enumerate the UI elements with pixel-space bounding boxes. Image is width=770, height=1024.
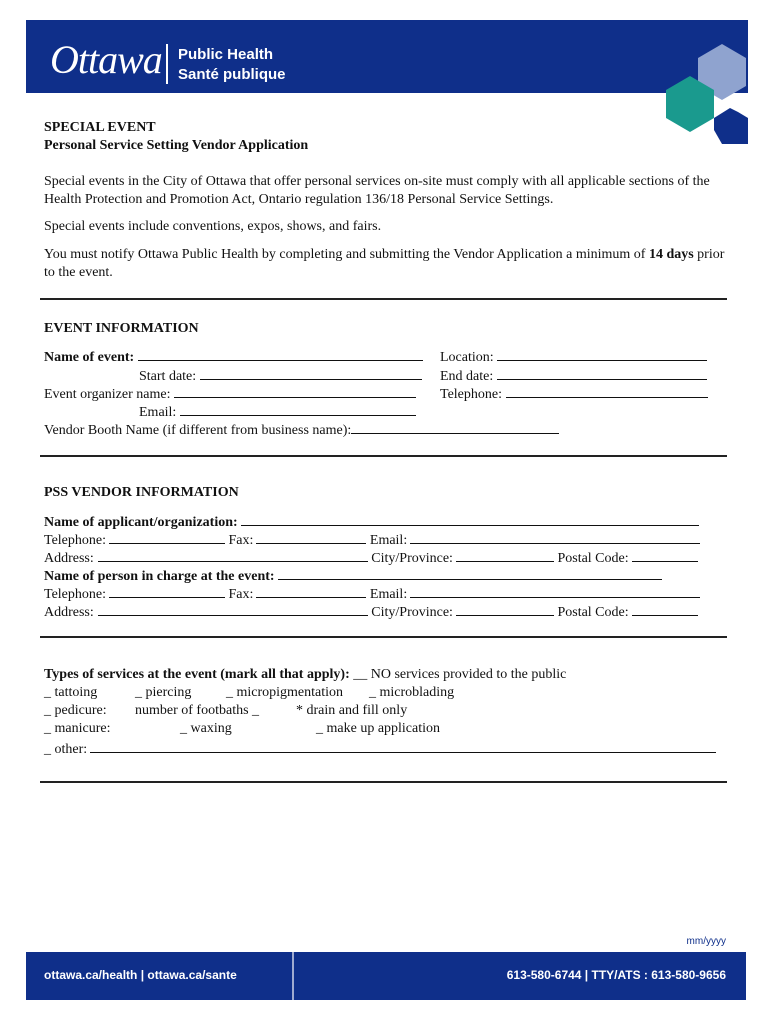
name-of-event-field[interactable] [138,346,423,361]
services-heading-row: Types of services at the event (mark all that apply): __ NO services provided to the public [44,667,567,682]
service-other-row [44,738,716,759]
name-of-event-row: Name of event: [44,346,423,367]
start-date-field[interactable] [200,365,422,380]
vendor-address-field[interactable] [98,547,368,562]
title-line1: SPECIAL EVENT [44,120,156,135]
applicant-field[interactable] [241,511,699,526]
drain-fill-note: * drain and fill only [296,703,408,718]
event-telephone-field[interactable] [506,383,708,398]
title-line2: Personal Service Setting Vendor Application [44,138,309,153]
intro-paragraph-1: Special events in the City of Ottawa that offer personal services on-site must comply with all applicable sections of the Health Protection and Promotion Act, Ontario regulation 136/18 Personal Service Settings. [44,174,710,207]
start-date-row: Start date: [139,365,422,386]
person-email-field[interactable] [410,583,700,598]
logo-divider [166,44,168,84]
footer-phone: 613-580-6744 | TTY/ATS : 613-580-9656 [506,968,726,982]
person-city-field[interactable] [456,601,554,616]
applicant-row: Name of applicant/organization: [44,511,699,532]
person-in-charge-row: Name of person in charge at the event: [44,565,662,586]
service-piercing[interactable]: _ piercing [135,685,192,700]
vendor-address-row: Address: City/Province: Postal Code: [44,547,698,568]
vendor-phone-row: Telephone: Fax: Email: [44,529,700,550]
person-address-field[interactable] [98,601,368,616]
vendor-info-heading: PSS VENDOR INFORMATION [44,485,239,500]
vendor-booth-field[interactable] [351,419,559,434]
footbaths-count[interactable]: number of footbaths _ [135,703,260,718]
location-row: Location: [440,346,707,367]
intro-paragraph-3: You must notify Ottawa Public Health by completing and submitting the Vendor Application a minimum of 14 days prior to the event. [44,247,725,280]
person-telephone-field[interactable] [109,583,225,598]
deadline-days: 14 days [648,247,694,262]
event-telephone-row: Telephone: [440,383,708,404]
section-divider [40,298,727,300]
vendor-fax-field[interactable] [256,529,366,544]
vendor-email-field[interactable] [410,529,700,544]
service-micropigmentation[interactable]: _ micropigmentation [226,685,344,700]
no-services-option[interactable]: __ NO services provided to the public [353,667,567,682]
service-pedicure[interactable]: _ pedicure: [44,703,107,718]
hexagon-decoration-icon [660,20,750,145]
service-waxing[interactable]: _ waxing [180,721,232,736]
service-other[interactable]: _ other: [44,742,88,757]
revision-date: mm/yyyy [686,936,726,947]
vendor-telephone-field[interactable] [109,529,225,544]
person-address-row: Address: City/Province: Postal Code: [44,601,698,622]
end-date-row: End date: [440,365,707,386]
end-date-field[interactable] [497,365,707,380]
vendor-city-field[interactable] [456,547,554,562]
person-phone-row: Telephone: Fax: Email: [44,583,700,604]
service-manicure[interactable]: _ manicure: [44,721,111,736]
footer-divider [292,952,294,1000]
event-info-heading: EVENT INFORMATION [44,321,199,336]
footer-websites: ottawa.ca/health | ottawa.ca/sante [44,968,237,982]
vendor-postal-field[interactable] [632,547,698,562]
other-services-field[interactable] [90,738,716,753]
event-email-row: Email: [139,401,416,422]
service-microblading[interactable]: _ microblading [369,685,455,700]
ottawa-logo: Ottawa [50,37,162,82]
person-in-charge-field[interactable] [278,565,662,580]
brand-english: Public Health [178,46,274,63]
location-field[interactable] [497,346,707,361]
organizer-name-field[interactable] [174,383,416,398]
intro-paragraph-2: Special events include conventions, expos, shows, and fairs. [44,219,382,234]
service-makeup[interactable]: _ make up application [316,721,441,736]
service-tattooing[interactable]: _ tattoing [44,685,98,700]
section-divider [40,781,727,783]
vendor-booth-row: Vendor Booth Name (if different from business name): [44,419,559,440]
organizer-name-row: Event organizer name: [44,383,416,404]
section-divider [40,455,727,457]
section-divider [40,636,727,638]
person-postal-field[interactable] [632,601,698,616]
event-email-field[interactable] [180,401,416,416]
person-fax-field[interactable] [256,583,366,598]
brand-french: Santé publique [178,66,286,83]
